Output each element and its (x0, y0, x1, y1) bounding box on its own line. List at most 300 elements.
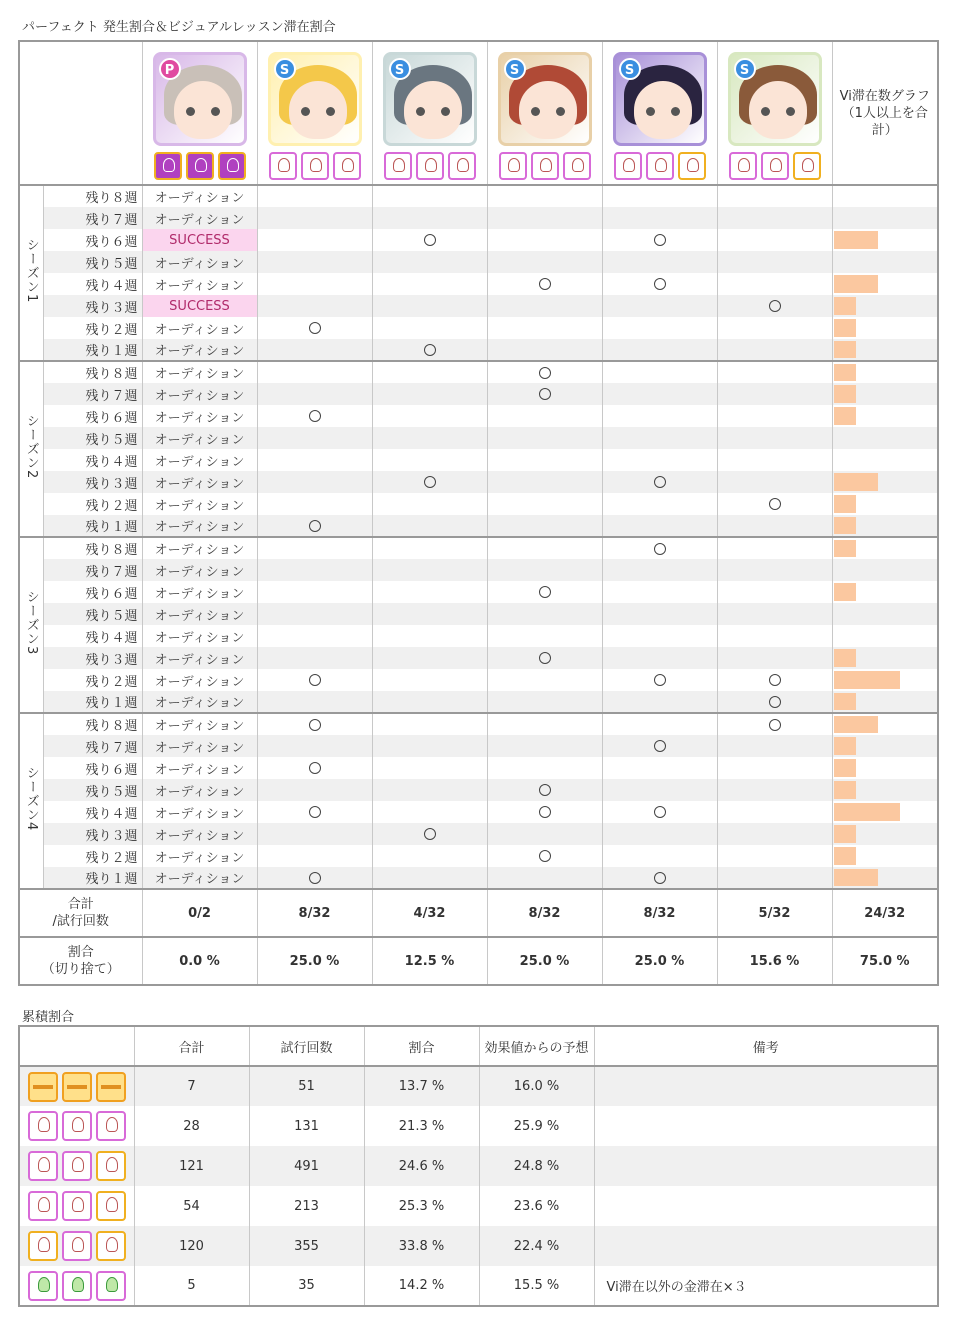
vi-stay-mark (309, 322, 321, 334)
audition-cell: オーディション (142, 515, 257, 537)
vi-cell (717, 779, 832, 801)
vi-cell (372, 493, 487, 515)
week-row (19, 405, 938, 427)
week-label: 残り５週 (43, 603, 142, 625)
vi-count-bar (834, 803, 900, 821)
vi-cell (372, 845, 487, 867)
vi-count-bar (834, 385, 856, 403)
week-row (19, 427, 938, 449)
cumulative-note (594, 1066, 938, 1106)
cumulative-rate: 14.2 % (364, 1266, 479, 1306)
cumulative-expected: 16.0 % (479, 1066, 594, 1106)
bar-cell (832, 779, 938, 801)
bar-cell (832, 471, 938, 493)
vi-cell (372, 823, 487, 845)
week-label: 残り６週 (43, 229, 142, 251)
card-face (289, 81, 347, 139)
vi-stay-mark (309, 674, 321, 686)
rate-row-value: 25.0 % (487, 937, 602, 985)
vi-cell (602, 273, 717, 295)
bar-cell (832, 361, 938, 383)
vi-count-bar (834, 275, 878, 293)
skill-icon (186, 152, 214, 180)
card-eye (646, 107, 655, 116)
audition-cell: オーディション (142, 471, 257, 493)
skill-icon (646, 152, 674, 180)
audition-cell: オーディション (142, 669, 257, 691)
week-row (19, 537, 938, 559)
vi-cell (257, 295, 372, 317)
vi-cell (717, 823, 832, 845)
vi-cell (372, 207, 487, 229)
bar-cell (832, 427, 938, 449)
cumulative-row (19, 1266, 938, 1306)
cumulative-rate: 25.3 % (364, 1186, 479, 1226)
bar-cell (832, 823, 938, 845)
audition-cell: オーディション (142, 647, 257, 669)
cumulative-header-row (19, 1026, 938, 1066)
vi-stay-mark (309, 520, 321, 532)
week-row (19, 273, 938, 295)
idol-card (498, 52, 592, 146)
vi-stay-mark (539, 652, 551, 664)
audition-cell: オーディション (142, 251, 257, 273)
week-label: 残り３週 (43, 647, 142, 669)
vi-cell (372, 735, 487, 757)
week-row (19, 845, 938, 867)
vi-stay-mark (424, 828, 436, 840)
bar-cell (832, 669, 938, 691)
vi-stay-mark (539, 367, 551, 379)
audition-cell: オーディション (142, 845, 257, 867)
vi-cell (257, 493, 372, 515)
bar-cell (832, 691, 938, 713)
total-row-label (19, 889, 142, 937)
week-label: 残り２週 (43, 493, 142, 515)
vi-cell (372, 471, 487, 493)
support-icons (19, 1226, 134, 1266)
cumulative-note (594, 1186, 938, 1226)
cumulative-header: 試行回数 (249, 1026, 364, 1066)
support-skill-icon (62, 1111, 92, 1141)
cumulative-rate: 13.7 % (364, 1066, 479, 1106)
week-label: 残り７週 (43, 735, 142, 757)
week-label: 残り１週 (43, 691, 142, 713)
total-row-value: 4/32 (372, 889, 487, 937)
skill-icons (614, 152, 706, 180)
cumulative-expected: 22.4 % (479, 1226, 594, 1266)
vi-cell (372, 867, 487, 889)
cumulative-trials: 35 (249, 1266, 364, 1306)
vi-cell (257, 823, 372, 845)
cumulative-note: Vi滞在以外の金滞在×３ (606, 1280, 747, 1295)
support-skill-icon (96, 1072, 126, 1102)
cumulative-note (594, 1146, 938, 1186)
vi-cell (257, 207, 372, 229)
support-skill-icon (62, 1191, 92, 1221)
skill-icon (793, 152, 821, 180)
skill-icon (729, 152, 757, 180)
vi-cell (602, 427, 717, 449)
vi-stay-mark (539, 278, 551, 290)
vi-cell (487, 383, 602, 405)
vi-cell (602, 625, 717, 647)
skill-icon (531, 152, 559, 180)
week-label: 残り３週 (43, 295, 142, 317)
vi-cell (602, 251, 717, 273)
cumulative-total: 28 (134, 1106, 249, 1146)
audition-cell: オーディション (142, 625, 257, 647)
vi-cell (487, 339, 602, 361)
support-skill-icon (28, 1271, 58, 1301)
bar-cell (832, 273, 938, 295)
bar-cell (832, 713, 938, 735)
vi-cell (717, 471, 832, 493)
bar-cell (832, 229, 938, 251)
bar-cell (832, 867, 938, 889)
rate-row-label-line: 割合 (67, 945, 94, 960)
vi-cell (372, 295, 487, 317)
season-label (19, 361, 43, 537)
week-label: 残り２週 (43, 317, 142, 339)
vi-stay-mark (654, 740, 666, 752)
audition-cell: オーディション (142, 317, 257, 339)
graph-header-line2: （1人以上を合計） (841, 105, 928, 138)
vi-cell (372, 273, 487, 295)
cumulative-rate: 24.6 % (364, 1146, 479, 1186)
vi-cell (717, 559, 832, 581)
week-label: 残り１週 (43, 515, 142, 537)
vi-cell (602, 537, 717, 559)
cumulative-row (19, 1106, 938, 1146)
cumulative-row (19, 1186, 938, 1226)
week-row (19, 867, 938, 889)
skill-icon (269, 152, 297, 180)
vi-cell (602, 691, 717, 713)
support-skill-icon (28, 1191, 58, 1221)
vi-cell (487, 757, 602, 779)
total-row-label-line: 合計 (67, 897, 94, 912)
vi-cell (602, 317, 717, 339)
vi-cell (717, 581, 832, 603)
vi-cell (257, 867, 372, 889)
support-skill-icon (96, 1271, 126, 1301)
card-eye (556, 107, 565, 116)
vi-cell (372, 669, 487, 691)
support-skill-icon (96, 1111, 126, 1141)
bar-cell (832, 647, 938, 669)
week-row (19, 383, 938, 405)
rarity-badge: S (389, 58, 411, 80)
vi-cell (487, 471, 602, 493)
vi-cell (257, 251, 372, 273)
vi-cell (487, 713, 602, 735)
vi-count-bar (834, 407, 856, 425)
vi-cell (257, 515, 372, 537)
vi-stay-mark (309, 872, 321, 884)
vi-stay-mark (539, 850, 551, 862)
rate-row-label-line: （切り捨て） (41, 962, 120, 977)
rate-row-value: 15.6 % (717, 937, 832, 985)
card-eye (671, 107, 680, 116)
vi-cell (717, 251, 832, 273)
vi-stay-mark (424, 344, 436, 356)
vi-cell (372, 625, 487, 647)
rate-row-value: 75.0 % (832, 937, 938, 985)
week-row (19, 603, 938, 625)
bar-cell (832, 757, 938, 779)
vi-cell (487, 625, 602, 647)
card-eye (326, 107, 335, 116)
vi-cell (257, 801, 372, 823)
week-row (19, 295, 938, 317)
vi-cell (257, 229, 372, 251)
skill-icons (269, 152, 361, 180)
vi-cell (717, 735, 832, 757)
cumulative-table (18, 1025, 939, 1307)
week-row (19, 449, 938, 471)
audition-cell: オーディション (142, 449, 257, 471)
vi-cell (602, 493, 717, 515)
audition-cell: オーディション (142, 383, 257, 405)
vi-cell (602, 295, 717, 317)
vi-count-bar (834, 649, 856, 667)
vi-stay-mark (309, 762, 321, 774)
total-row-value: 8/32 (257, 889, 372, 937)
cumulative-header: 割合 (364, 1026, 479, 1066)
total-row-value: 24/32 (832, 889, 938, 937)
icon-group (20, 1072, 134, 1102)
skill-icon (678, 152, 706, 180)
idol-card (268, 52, 362, 146)
vi-cell (372, 361, 487, 383)
vi-cell (257, 339, 372, 361)
skill-icons (384, 152, 476, 180)
vi-cell (717, 713, 832, 735)
idol-card (153, 52, 247, 146)
vi-cell (717, 185, 832, 207)
week-row (19, 185, 938, 207)
bar-cell (832, 845, 938, 867)
page-title: パーフェクト 発生割合＆ビジュアルレッスン滞在割合 (22, 20, 336, 35)
total-row (19, 889, 938, 937)
rate-row-value: 12.5 % (372, 937, 487, 985)
vi-stay-mark (654, 278, 666, 290)
vi-count-bar (834, 716, 878, 733)
bar-cell (832, 207, 938, 229)
vi-cell (717, 845, 832, 867)
vi-cell (372, 185, 487, 207)
vi-stay-mark (654, 674, 666, 686)
bar-cell (832, 251, 938, 273)
week-row (19, 339, 938, 361)
week-row (19, 361, 938, 383)
idol-card (613, 52, 707, 146)
skill-icon (218, 152, 246, 180)
vi-cell (257, 427, 372, 449)
vi-cell (257, 273, 372, 295)
vi-cell (487, 251, 602, 273)
vi-cell (717, 515, 832, 537)
cumulative-expected: 24.8 % (479, 1146, 594, 1186)
success-cell: SUCCESS (142, 295, 257, 317)
support-icons (19, 1146, 134, 1186)
vi-cell (372, 581, 487, 603)
vi-cell (602, 207, 717, 229)
vi-cell (257, 757, 372, 779)
week-label: 残り７週 (43, 559, 142, 581)
vi-count-bar (834, 517, 856, 534)
vi-cell (602, 515, 717, 537)
week-label: 残り４週 (43, 273, 142, 295)
audition-cell: オーディション (142, 757, 257, 779)
rate-row (19, 937, 938, 985)
vi-cell (602, 867, 717, 889)
vi-cell (487, 559, 602, 581)
season-label (19, 537, 43, 713)
vi-cell (372, 339, 487, 361)
week-row (19, 735, 938, 757)
vi-cell (487, 823, 602, 845)
vi-count-bar (834, 341, 856, 358)
bar-cell (832, 515, 938, 537)
vi-cell (602, 735, 717, 757)
season-label-text: シーズン2 (23, 414, 39, 480)
season-label (19, 185, 43, 361)
rarity-badge: S (274, 58, 296, 80)
week-row (19, 229, 938, 251)
vi-cell (487, 185, 602, 207)
vi-cell (602, 669, 717, 691)
vi-cell (717, 383, 832, 405)
bar-cell (832, 537, 938, 559)
week-row (19, 493, 938, 515)
season-label-text: シーズン3 (23, 590, 39, 656)
audition-cell: オーディション (142, 603, 257, 625)
vi-cell (372, 779, 487, 801)
vi-count-bar (834, 319, 856, 337)
rate-row-value: 0.0 % (142, 937, 257, 985)
vi-cell (602, 229, 717, 251)
vi-count-bar (834, 825, 856, 843)
vi-cell (487, 229, 602, 251)
card-eye (786, 107, 795, 116)
vi-count-bar (834, 495, 856, 513)
vi-cell (487, 691, 602, 713)
vi-cell (717, 405, 832, 427)
vi-stay-mark (539, 784, 551, 796)
graph-header-line1: Vi滞在数グラフ (839, 88, 930, 104)
vi-count-bar (834, 737, 856, 755)
week-label: 残り８週 (43, 185, 142, 207)
card-cell (142, 41, 257, 185)
vi-cell (717, 867, 832, 889)
audition-cell: オーディション (142, 339, 257, 361)
rarity-badge: S (504, 58, 526, 80)
header-corner (19, 41, 142, 185)
skill-icon (499, 152, 527, 180)
cumulative-header: 備考 (594, 1026, 938, 1066)
vi-stay-mark (424, 234, 436, 246)
week-row (19, 669, 938, 691)
card-face (174, 81, 232, 139)
support-icons (19, 1266, 134, 1306)
week-label: 残り４週 (43, 449, 142, 471)
vi-cell (372, 405, 487, 427)
support-skill-icon (62, 1151, 92, 1181)
vi-cell (372, 559, 487, 581)
skill-icons (154, 152, 246, 180)
vi-cell (487, 537, 602, 559)
vi-count-bar (834, 540, 856, 557)
vi-cell (602, 779, 717, 801)
cumulative-title: 累積割合 (22, 1010, 75, 1025)
vi-cell (257, 691, 372, 713)
support-skill-icon (62, 1231, 92, 1261)
vi-cell (602, 449, 717, 471)
vi-cell (717, 669, 832, 691)
week-label: 残り８週 (43, 713, 142, 735)
vi-cell (372, 801, 487, 823)
icon-group (20, 1111, 134, 1141)
total-row-label-line: /試行回数 (52, 914, 109, 929)
week-label: 残り４週 (43, 625, 142, 647)
week-label: 残り１週 (43, 339, 142, 361)
vi-stay-mark (309, 719, 321, 731)
vi-stay-mark (769, 696, 781, 708)
vi-cell (372, 691, 487, 713)
vi-cell (602, 339, 717, 361)
vi-cell (717, 493, 832, 515)
vi-cell (372, 757, 487, 779)
support-skill-icon (96, 1151, 126, 1181)
bar-cell (832, 735, 938, 757)
cumulative-trials: 491 (249, 1146, 364, 1186)
vi-cell (717, 361, 832, 383)
support-skill-icon (28, 1111, 58, 1141)
vi-cell (602, 823, 717, 845)
week-label: 残り８週 (43, 361, 142, 383)
vi-cell (487, 867, 602, 889)
vi-cell (372, 427, 487, 449)
week-label: 残り６週 (43, 581, 142, 603)
vi-cell (487, 493, 602, 515)
audition-cell: オーディション (142, 713, 257, 735)
card-eye (441, 107, 450, 116)
audition-cell: オーディション (142, 735, 257, 757)
audition-cell: オーディション (142, 691, 257, 713)
vi-cell (257, 735, 372, 757)
vi-cell (487, 449, 602, 471)
bar-cell (832, 295, 938, 317)
cumulative-trials: 51 (249, 1066, 364, 1106)
vi-cell (717, 647, 832, 669)
skill-icon (301, 152, 329, 180)
week-row (19, 581, 938, 603)
cumulative-corner (19, 1026, 134, 1066)
cumulative-row (19, 1226, 938, 1266)
cumulative-expected: 25.9 % (479, 1106, 594, 1146)
vi-stay-mark (654, 476, 666, 488)
bar-cell (832, 493, 938, 515)
vi-cell (602, 757, 717, 779)
vi-count-bar (834, 297, 856, 315)
vi-cell (602, 405, 717, 427)
cumulative-expected: 23.6 % (479, 1186, 594, 1226)
cumulative-expected: 15.5 % (479, 1266, 594, 1306)
vi-cell (257, 713, 372, 735)
week-label: 残り８週 (43, 537, 142, 559)
